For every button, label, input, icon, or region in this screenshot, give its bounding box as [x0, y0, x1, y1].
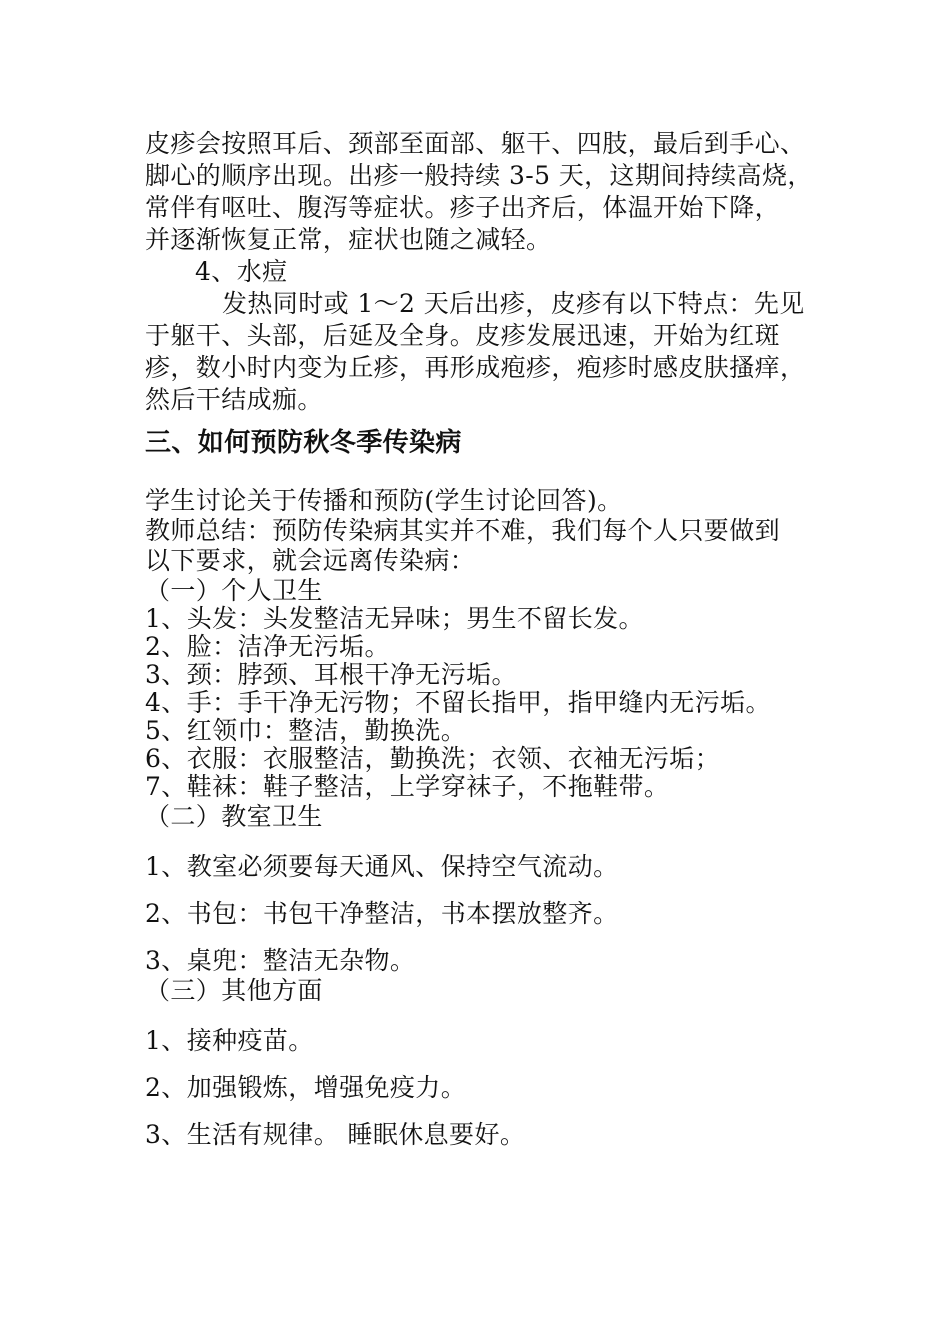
measles-paragraph-line-2: 脚心的顺序出现。出疹一般持续 3-5 天，这期间持续高烧， — [145, 161, 813, 190]
chickenpox-title: 4、水痘 — [195, 257, 288, 286]
classroom-hygiene-title: （二）教室卫生 — [145, 802, 323, 831]
measles-paragraph-line-4: 并逐渐恢复正常，症状也随之减轻。 — [145, 225, 552, 254]
discussion-intro: 学生讨论关于传播和预防(学生讨论回答)。 — [145, 486, 623, 515]
personal-hygiene-item: 4、手：手干净无污物；不留长指甲，指甲缝内无污垢。 — [145, 688, 771, 717]
teacher-summary-line-2: 以下要求，就会远离传染病： — [145, 546, 476, 575]
personal-hygiene-item: 3、颈：脖颈、耳根干净无污垢。 — [145, 660, 517, 689]
personal-hygiene-item: 7、鞋袜：鞋子整洁，上学穿袜子，不拖鞋带。 — [145, 772, 670, 801]
chickenpox-paragraph-line-4: 然后干结成痂。 — [145, 385, 323, 414]
classroom-hygiene-item: 3、桌兜：整洁无杂物。 — [145, 946, 416, 975]
personal-hygiene-title: （一）个人卫生 — [145, 576, 323, 605]
measles-paragraph-line-3: 常伴有呕吐、腹泻等症状。疹子出齐后，体温开始下降， — [145, 193, 781, 222]
classroom-hygiene-item: 1、教室必须要每天通风、保持空气流动。 — [145, 852, 619, 881]
personal-hygiene-item: 5、红领巾：整洁，勤换洗。 — [145, 716, 467, 745]
other-aspects-item: 1、接种疫苗。 — [145, 1026, 314, 1055]
classroom-hygiene-item: 2、书包：书包干净整洁，书本摆放整齐。 — [145, 899, 619, 928]
other-aspects-item: 2、加强锻炼，增强免疫力。 — [145, 1073, 467, 1102]
measles-paragraph-line-1: 皮疹会按照耳后、颈部至面部、躯干、四肢，最后到手心、 — [145, 129, 806, 158]
other-aspects-item: 3、生活有规律。 睡眠休息要好。 — [145, 1120, 526, 1149]
chickenpox-paragraph-line-1: 发热同时或 1～2 天后出疹，皮疹有以下特点：先见 — [222, 289, 805, 318]
personal-hygiene-item: 1、头发：头发整洁无异味；男生不留长发。 — [145, 604, 644, 633]
section-3-heading: 三、如何预防秋冬季传染病 — [145, 428, 462, 458]
teacher-summary-line-1: 教师总结：预防传染病其实并不难，我们每个人只要做到 — [145, 516, 781, 545]
other-aspects-title: （三）其他方面 — [145, 976, 323, 1005]
chickenpox-paragraph-line-3: 疹，数小时内变为丘疹，再形成疱疹，疱疹时感皮肤搔痒， — [145, 353, 806, 382]
personal-hygiene-item: 2、脸：洁净无污垢。 — [145, 632, 390, 661]
personal-hygiene-item: 6、衣服：衣服整洁，勤换洗；衣领、衣袖无污垢； — [145, 744, 721, 773]
chickenpox-paragraph-line-2: 于躯干、头部，后延及全身。皮疹发展迅速，开始为红斑 — [145, 321, 781, 350]
